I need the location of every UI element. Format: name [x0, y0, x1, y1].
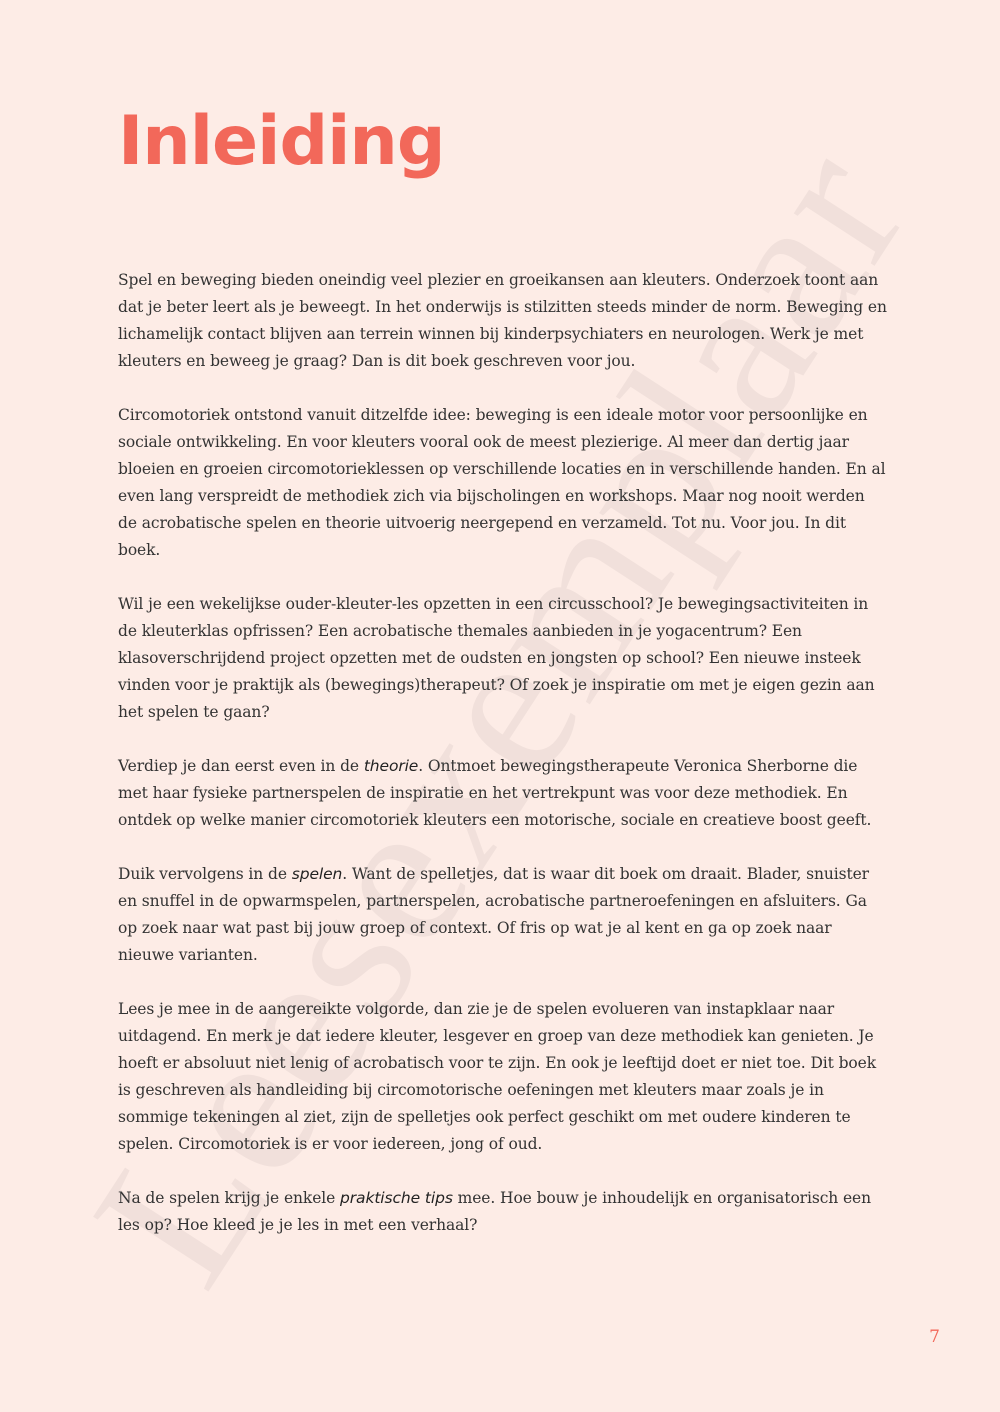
paragraph-3: Wil je een wekelijkse ouder-kleuter-les opzetten in een circusschool? Je bewegingsactiviteiten in de kleuterklas opfrissen? Een acrobatische themales aanbieden in je yogacentrum? Een klasoverschrijdend project opzetten met de oudsten en jongsten op school? Een nieuwe insteek vinden voor je praktijk als (bewegings)therapeut? Of zoek je inspiratie om met je eigen gezin aan het spelen te gaan?: [118, 595, 875, 721]
page-number: 7: [929, 1327, 940, 1347]
paragraph-4: Verdiep je dan eerst even in de theorie. Ontmoet bewegingstherapeute Veronica Sherborne die met haar fysieke partnerspelen de inspiratie en het vertrekpunt was voor deze methodiek. En ontdek op welke manier circomotoriek kleuters een motorische, sociale en creatieve boost geeft.: [118, 757, 872, 829]
paragraph-5: Duik vervolgens in de spelen. Want de spelletjes, dat is waar dit boek om draait. Blader, snuister en snuffel in de opwarmspelen, partnerspelen, acrobatische partneroefeningen en afsluiters. Ga op zoek naar wat past bij jouw groep of context. Of fris op wat je al kent en ga op zoek naar nieuwe varianten.: [118, 865, 869, 964]
paragraph-6: Lees je mee in de aangereikte volgorde, dan zie je de spelen evolueren van instapklaar naar uitdagend. En merk je dat iedere kleuter, lesgever en groep van deze methodiek kan genieten. Je hoeft er absoluut niet lenig of acrobatisch voor te zijn. En ook je leeftijd doet er niet toe. Dit boek is geschreven als handleiding bij circomotorische oefeningen met kleuters maar zoals je in sommige tekeningen al ziet, zijn de spelletjes ook perfect geschikt om met oudere kinderen te spelen. Circomotoriek is er voor iedereen, jong of oud.: [118, 1000, 877, 1153]
body-text: [118, 267, 888, 1266]
emphasis-theorie: theorie: [363, 757, 419, 775]
paragraph-1: Spel en beweging bieden oneindig veel plezier en groeikansen aan kleuters. Onderzoek toont aan dat je beter leert als je beweegt. In het onderwijs is stilzitten steeds minder de norm. Beweging en lichamelijk contact blijven aan terrein winnen bij kinderpsychiaters en neurologen. Werk je met kleuters en beweeg je graag? Dan is dit boek geschreven voor jou.: [118, 271, 887, 370]
page-title: Inleiding: [118, 102, 445, 181]
paragraph-7: Na de spelen krijg je enkele praktische tips mee. Hoe bouw je inhoudelijk en organisatorisch een les op? Hoe kleed je je les in met een verhaal?: [118, 1189, 872, 1234]
emphasis-spelen: spelen: [291, 865, 343, 883]
paragraph-2: Circomotoriek ontstond vanuit ditzelfde idee: beweging is een ideale motor voor persoonlijke en sociale ontwikkeling. En voor kleuters vooral ook de meest plezierige. Al meer dan dertig jaar bloeien en groeien circomotorieklessen op verschillende locaties en in verschillende handen. En al even lang verspreidt de methodiek zich via bijscholingen en workshops. Maar nog nooit werden de acrobatische spelen en theorie uitvoerig neergepend en verzameld. Tot nu. Voor jou. In dit boek.: [118, 406, 886, 559]
emphasis-praktische-tips: praktische tips: [340, 1189, 453, 1207]
